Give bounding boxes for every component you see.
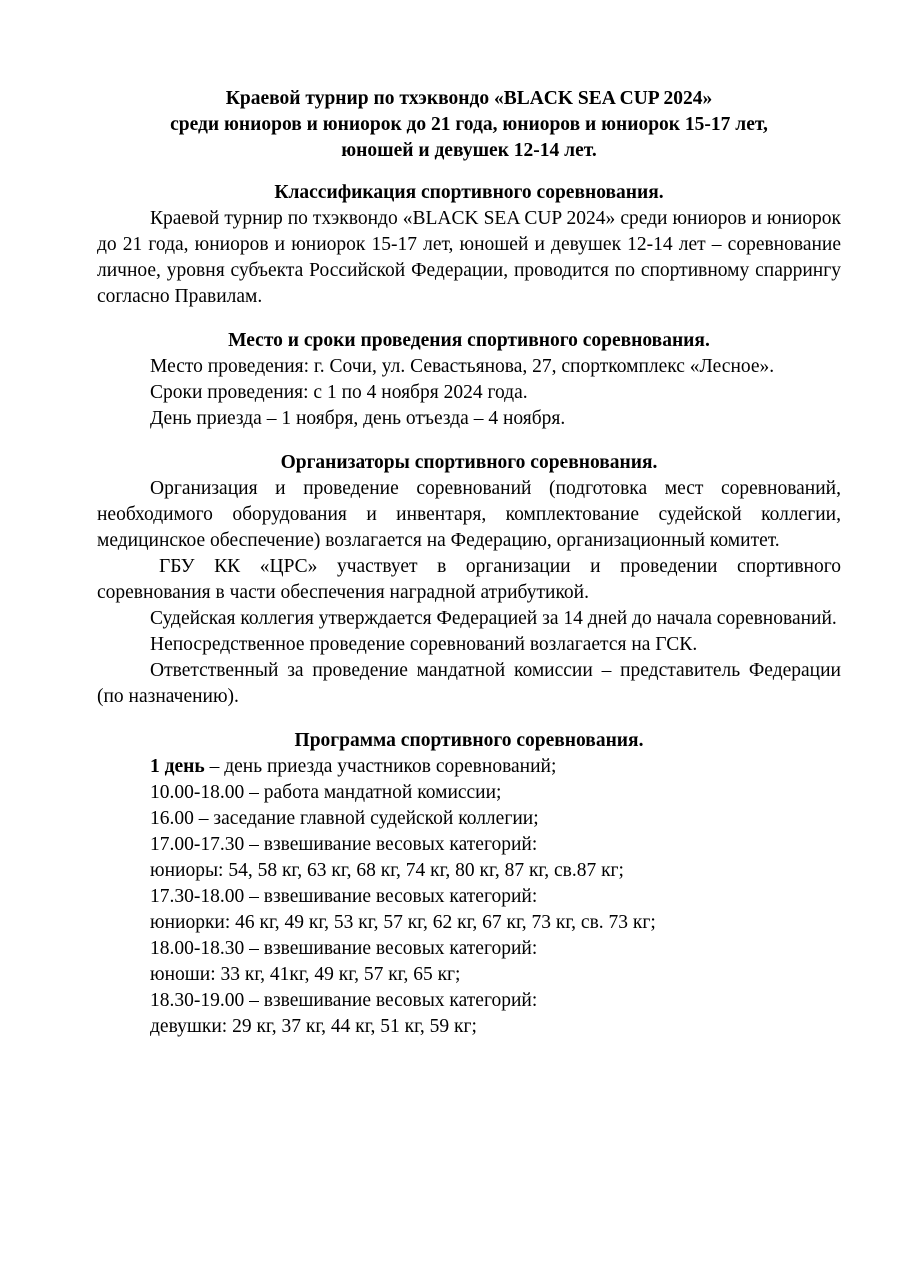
schedule-row: 16.00 – заседание главной судейской коллегии; [150, 808, 539, 829]
day-1-label: 1 день [150, 756, 205, 777]
schedule-row: 17.30-18.00 – взвешивание весовых категорий: [150, 886, 538, 907]
schedule-row: 10.00-18.00 – работа мандатной комиссии; [150, 782, 502, 803]
venue-dates: Сроки проведения: с 1 по 4 ноября 2024 года. [150, 382, 528, 403]
classification-text: Краевой турнир по тхэквондо «BLACK SEA CUP 2024» среди юниоров и юниорок до 21 года, юниоров и юниорок 15-17 лет, юношей и девушек 12-14 лет – соревнование личное, уровня субъекта Российской Федерации, проводится по спортивному спаррингу согласно Правилам. [97, 208, 841, 307]
organizers-paragraph-4: Непосредственное проведение соревнований возлагается на ГСК. [150, 634, 698, 655]
venue-arrival: День приезда – 1 ноября, день отъезда – 4 ноября. [150, 408, 566, 429]
schedule-day-1 [150, 754, 841, 780]
program-heading: Программа спортивного соревнования. [294, 730, 644, 751]
document-page [97, 86, 841, 1040]
organizers-paragraph-3: Судейская коллегия утверждается Федерацией за 14 дней до начала соревнований. [150, 608, 837, 629]
title-line-2: среди юниоров и юниорок до 21 года, юниоров и юниорок 15-17 лет, [170, 114, 768, 135]
day-1-text: – день приезда участников соревнований; [204, 756, 557, 777]
classification-heading: Классификация спортивного соревнования. [274, 182, 664, 203]
schedule-row: юниоры: 54, 58 кг, 63 кг, 68 кг, 74 кг, 80 кг, 87 кг, св.87 кг; [150, 860, 624, 881]
document-title [97, 86, 841, 164]
organizers-paragraph-2: ГБУ КК «ЦРС» участвует в организации и проведении спортивного соревнования в части обеспечения наградной атрибутикой. [97, 556, 841, 603]
venue-heading: Место и сроки проведения спортивного соревнования. [228, 330, 710, 351]
program-schedule [97, 754, 841, 1040]
organizers-heading: Организаторы спортивного соревнования. [280, 452, 658, 473]
schedule-row: 18.30-19.00 – взвешивание весовых категорий: [150, 990, 538, 1011]
venue-place: Место проведения: г. Сочи, ул. Севастьянова, 27, спорткомплекс «Лесное». [150, 356, 775, 377]
organizers-paragraph-5: Ответственный за проведение мандатной комиссии – представитель Федерации (по назначению). [97, 660, 841, 707]
schedule-row: юноши: 33 кг, 41кг, 49 кг, 57 кг, 65 кг; [150, 964, 461, 985]
schedule-row: 17.00-17.30 – взвешивание весовых категорий: [150, 834, 538, 855]
title-line-1: Краевой турнир по тхэквондо «BLACK SEA CUP 2024» [225, 88, 713, 109]
schedule-row: юниорки: 46 кг, 49 кг, 53 кг, 57 кг, 62 кг, 67 кг, 73 кг, св. 73 кг; [150, 912, 656, 933]
schedule-row: 18.00-18.30 – взвешивание весовых категорий: [150, 938, 538, 959]
title-line-3: юношей и девушек 12-14 лет. [341, 140, 597, 161]
schedule-row: девушки: 29 кг, 37 кг, 44 кг, 51 кг, 59 кг; [150, 1016, 477, 1037]
organizers-paragraph-1: Организация и проведение соревнований (подготовка мест соревнований, необходимого оборудования и инвентаря, комплектование судейской коллегии, медицинское обеспечение) возлагается на Федерацию, организационный комитет. [97, 478, 841, 551]
